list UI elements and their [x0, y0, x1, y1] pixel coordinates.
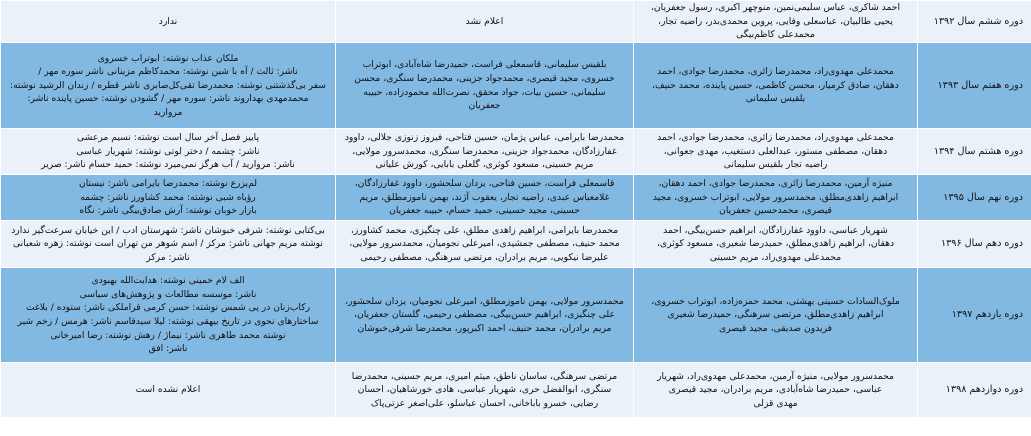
jury-line: ملوک‌السادات حسینی بهشتی، محمد حمزه‌زاده، ابوتراب خسروی، [651, 295, 900, 307]
winners-cell [1, 129, 336, 175]
table-row [1, 175, 1031, 221]
table-row [1, 1, 1031, 43]
announced-line: مریم برادران، محمد حنیف، احمد اکبرپور، محمدرضا شرفی‌خبوشان [357, 322, 612, 334]
announced-line: غلامعباس عبدی، راضیه تجار، یعقوب آژند، بهمن ناموزمطلق، مریم [359, 191, 610, 203]
winners-line: نوشته مریم جهانی ناشر: مرکز / اسم شوهر من تهران است نوشته: زهره شعبانی [13, 238, 323, 250]
winners-line: پاییز فصل آخر سال است نوشته: نسیم مرعشی [76, 132, 260, 144]
table-row [1, 363, 1031, 418]
jury-line: شهریار عباسی، داوود غفارزادگان، ابراهیم حسن‌بیگی، احمد [663, 224, 888, 236]
announced-cell [336, 129, 634, 175]
announced-line: محمدرضا بایرامی، ابراهیم زاهدی مطلق، علی چنگیزی، محمد کشاورز، [350, 224, 619, 236]
winners-line: مروارید [153, 106, 183, 118]
announced-cell [336, 175, 634, 221]
winners-line: سفر بی‌گذشتنی نوشته: محمدرضا تقی‌کل‌صابری ناشر قطره / زندان الرشید نوشته: [9, 79, 327, 91]
period-cell: دوره هشتم سال ۱۳۹۴ [918, 129, 1031, 175]
announced-cell [336, 268, 634, 363]
winners-cell [1, 221, 336, 268]
announced-cell [336, 1, 634, 43]
winners-line: محمدمهدی بهداروند ناشر: سوره مهر / گشودن نوشته: حسین پاینده ناشر: [27, 93, 309, 105]
jury-line: محمدسرور مولایی، منیژه آرمین، محمدعلی مهدوی‌راد، شهریار [657, 370, 894, 382]
winners-line: ناشر: ثالث / آه با شین نوشته: محمدکاظم مزینانی ناشر سوره مهر / [38, 66, 298, 78]
announced-line: علیرضا نیکویی، مریم برادران، مرتضی سرهنگی، مصطفی رحیمی [360, 251, 609, 263]
announced-line: غفارزادگان، محمدجواد جزینی، محمدرضا سنگری، محمدسرور مولایی، [352, 145, 617, 157]
jury-cell [634, 221, 918, 268]
winners-line: نوشته محمد طاهری ناشر: نیماژ / رهش نوشته: رضا امیرخانی [50, 329, 286, 341]
announced-line: محمدرضا بایرامی، عباس پژمان، حسین فتاحی، فیروز زنوزی جلالی، داوود [344, 132, 625, 144]
announced-line: محمد حنیف، مصطفی جمشیدی، امیرعلی نجومیان، محمدسرور مولایی، [349, 238, 620, 250]
jury-line: راضیه تجار بلقیس سلیمانی [723, 159, 828, 171]
winners-line: ساختارهای نحوی در تاریخ بیهقی نوشته: لیلا سیدقاسم ناشر: هرمس / زخم شیر [17, 316, 319, 327]
announced-line: خسروی، مجید قیصری، محمدجواد جزینی، محمدرضا سنگری، محسن [354, 72, 615, 84]
winners-line: ملکان عذاب نوشته: ابوتراب خسروی [97, 52, 239, 64]
jury-cell [634, 363, 918, 418]
jury-cell [634, 1, 918, 43]
winners-line: بی‌کتابی نوشته: شرفی خبوشان ناشر: شهرستان ادب / این خیابان سرعت‌گیر ندارد [11, 224, 325, 236]
period-cell: دوره یازدهم ۱۳۹۷ [918, 268, 1031, 363]
winners-line: ناشر: چشمه / دختر لوتی نوشته: شهریار عباسی [76, 145, 260, 157]
announced-line: سلیمانی، حسین بیات، جواد محقق، نصرت‌الله محمودزاده، حبیبه [363, 86, 606, 98]
announced-line: محمدسرور مولایی، بهمن ناموزمطلق، امیرعلی نجومیان، یزدان سلحشور، [345, 295, 624, 307]
announced-line: جعفریان [468, 100, 501, 112]
winners-line: بازار خوبان نوشته: آرش صادق‌بیگی ناشر: نگاه [79, 205, 257, 217]
jury-cell [634, 43, 918, 129]
winners-cell [1, 1, 336, 43]
jury-line: یحیی طالبیان، عباسعلی وفایی، پروین محمدی‌بدر، راضیه تجار، [658, 15, 893, 27]
winners-cell [1, 175, 336, 221]
table-row [1, 129, 1031, 175]
announced-line: رضایی، خسرو باباخانی، احسان عباسلو، علی‌اصغر عزتی‌پاک [370, 397, 599, 409]
winners-line: اعلام نشده است [135, 384, 201, 396]
winners-line: الف لام خمینی نوشته: هدایت‌الله بهبودی [91, 275, 245, 287]
table-row [1, 221, 1031, 268]
jury-line: ابراهیم زاهدی‌مطلق، مرتضی سرهنگی، حمیدرضا شعیری [667, 309, 884, 321]
period-cell: دوره دوازدهم ۱۳۹۸ [918, 363, 1031, 418]
winners-cell [1, 268, 336, 363]
period-cell: دوره هفتم سال ۱۳۹۳ [918, 43, 1031, 129]
jury-line: بلقیس سلیمانی [745, 93, 806, 105]
announced-cell [336, 43, 634, 129]
winners-line: رؤیاه شبی نوشته: محمد کشاورز ناشر: چشمه [80, 191, 256, 203]
jury-line: محمدعلی کاظم‌بیگی [736, 29, 815, 41]
period-cell: دوره ششم سال ۱۳۹۲ [918, 1, 1031, 43]
jury-line: عباسی، حمیدرضا شاه‌آبادی، مریم برادران، مجید قیصری [668, 384, 883, 396]
table-row [1, 268, 1031, 363]
jury-line: قیصری، محمدحسین جعفریان [719, 205, 832, 217]
jury-line: محمدعلی مهدوی‌راد، مریم حسینی [709, 251, 842, 263]
winners-line: ناشر: افق [148, 343, 188, 355]
announced-line: بلقیس سلیمانی، قاسمعلی فراست، حمیدرضا شاه‌آبادی، ابوتراب [362, 59, 607, 71]
jury-line: ابراهیم زاهدی‌مطلق، محمدسرور مولایی، ابوتراب خسروی، مجید [652, 191, 899, 203]
jury-cell [634, 129, 918, 175]
winners-line: ندارد [158, 15, 178, 27]
jury-line: دهقان، مصطفی مستور، عبدالعلی دستغیب، مهدی جعوانی، [663, 145, 888, 157]
jury-cell [634, 268, 918, 363]
announced-line: مرتضی سرهنگی، ساسان ناطق، میثم امیری، مریم حسینی، محمدرضا [351, 370, 618, 382]
jury-line: احمد شاکری، عباس سلیمی‌نمین، منوچهر اکبری، رسول جعفریان، [650, 2, 901, 14]
announced-line: حسینی، مجید حسینی، حمید حسام، حبیبه جعفریان [389, 205, 580, 217]
announced-line: قاسمعلی فراست، حسین فتاحی، یزدان سلحشور، داوود غفارزادگان، [354, 178, 615, 190]
winners-line: ناشر: مرکز [146, 251, 190, 263]
jury-line: محمدعلی مهدوی‌راد، محمدرضا زائری، محمدرضا جوادی، احمد [657, 66, 894, 78]
winners-line: لم‌یزرع نوشته: محمدرضا بایرامی ناشر: نیستان [78, 178, 258, 190]
jury-line: فریدون صدیقی، مجید قیصری [718, 322, 833, 334]
announced-cell [336, 221, 634, 268]
announced-line: سنگری، ابوالفضل حری، شهریار عباسی، هادی خورشاهیان، احسان [357, 384, 612, 396]
jury-line: منیژه آرمین، محمدرضا زائری، محمدرضا جوادی، احمد دهقان، [658, 178, 893, 190]
winners-line: ناشر: موسسه مطالعات و پژوهش‌های سیاسی [79, 288, 257, 300]
jury-line: دهقان، ابراهیم زاهدی‌مطلق، حمیدرضا شعیری، مسعود کوثری، [656, 238, 895, 250]
winners-cell [1, 43, 336, 129]
announced-line: مریم حسینی، مسعود کوثری، گلعلی بابایی، کورش علیانی [375, 159, 594, 171]
announced-line: علی چنگیزی، ابراهیم حسن‌بیگی، مصطفی رحیمی، گلستان جعفریان، [354, 309, 615, 321]
announced-cell [336, 363, 634, 418]
winners-cell [1, 363, 336, 418]
period-cell: دوره نهم سال ۱۳۹۵ [918, 175, 1031, 221]
announced-line: اعلام نشد [465, 15, 504, 27]
jury-line: دهقان، صادق کرمیار، محسن کاظمی، حسین پاینده، محمد حنیف، [652, 79, 899, 91]
jury-line: مهدی قزلی [753, 397, 798, 409]
jury-cell [634, 175, 918, 221]
winners-line: رکاب‌زنان در پی شمس نوشته: حسن کرمی قراملکی ناشر: ستوده / بلاغت [25, 302, 311, 314]
period-cell: دوره دهم سال ۱۳۹۶ [918, 221, 1031, 268]
table-row [1, 43, 1031, 129]
winners-line: ناشر: مروارید / آب هرگز نمی‌میرد نوشته: حمید حسام ناشر: صریر [41, 159, 295, 171]
jury-line: محمدعلی مهدوی‌راد، محمدرضا زائری، محمدرضا جوادی، احمد [657, 132, 894, 144]
